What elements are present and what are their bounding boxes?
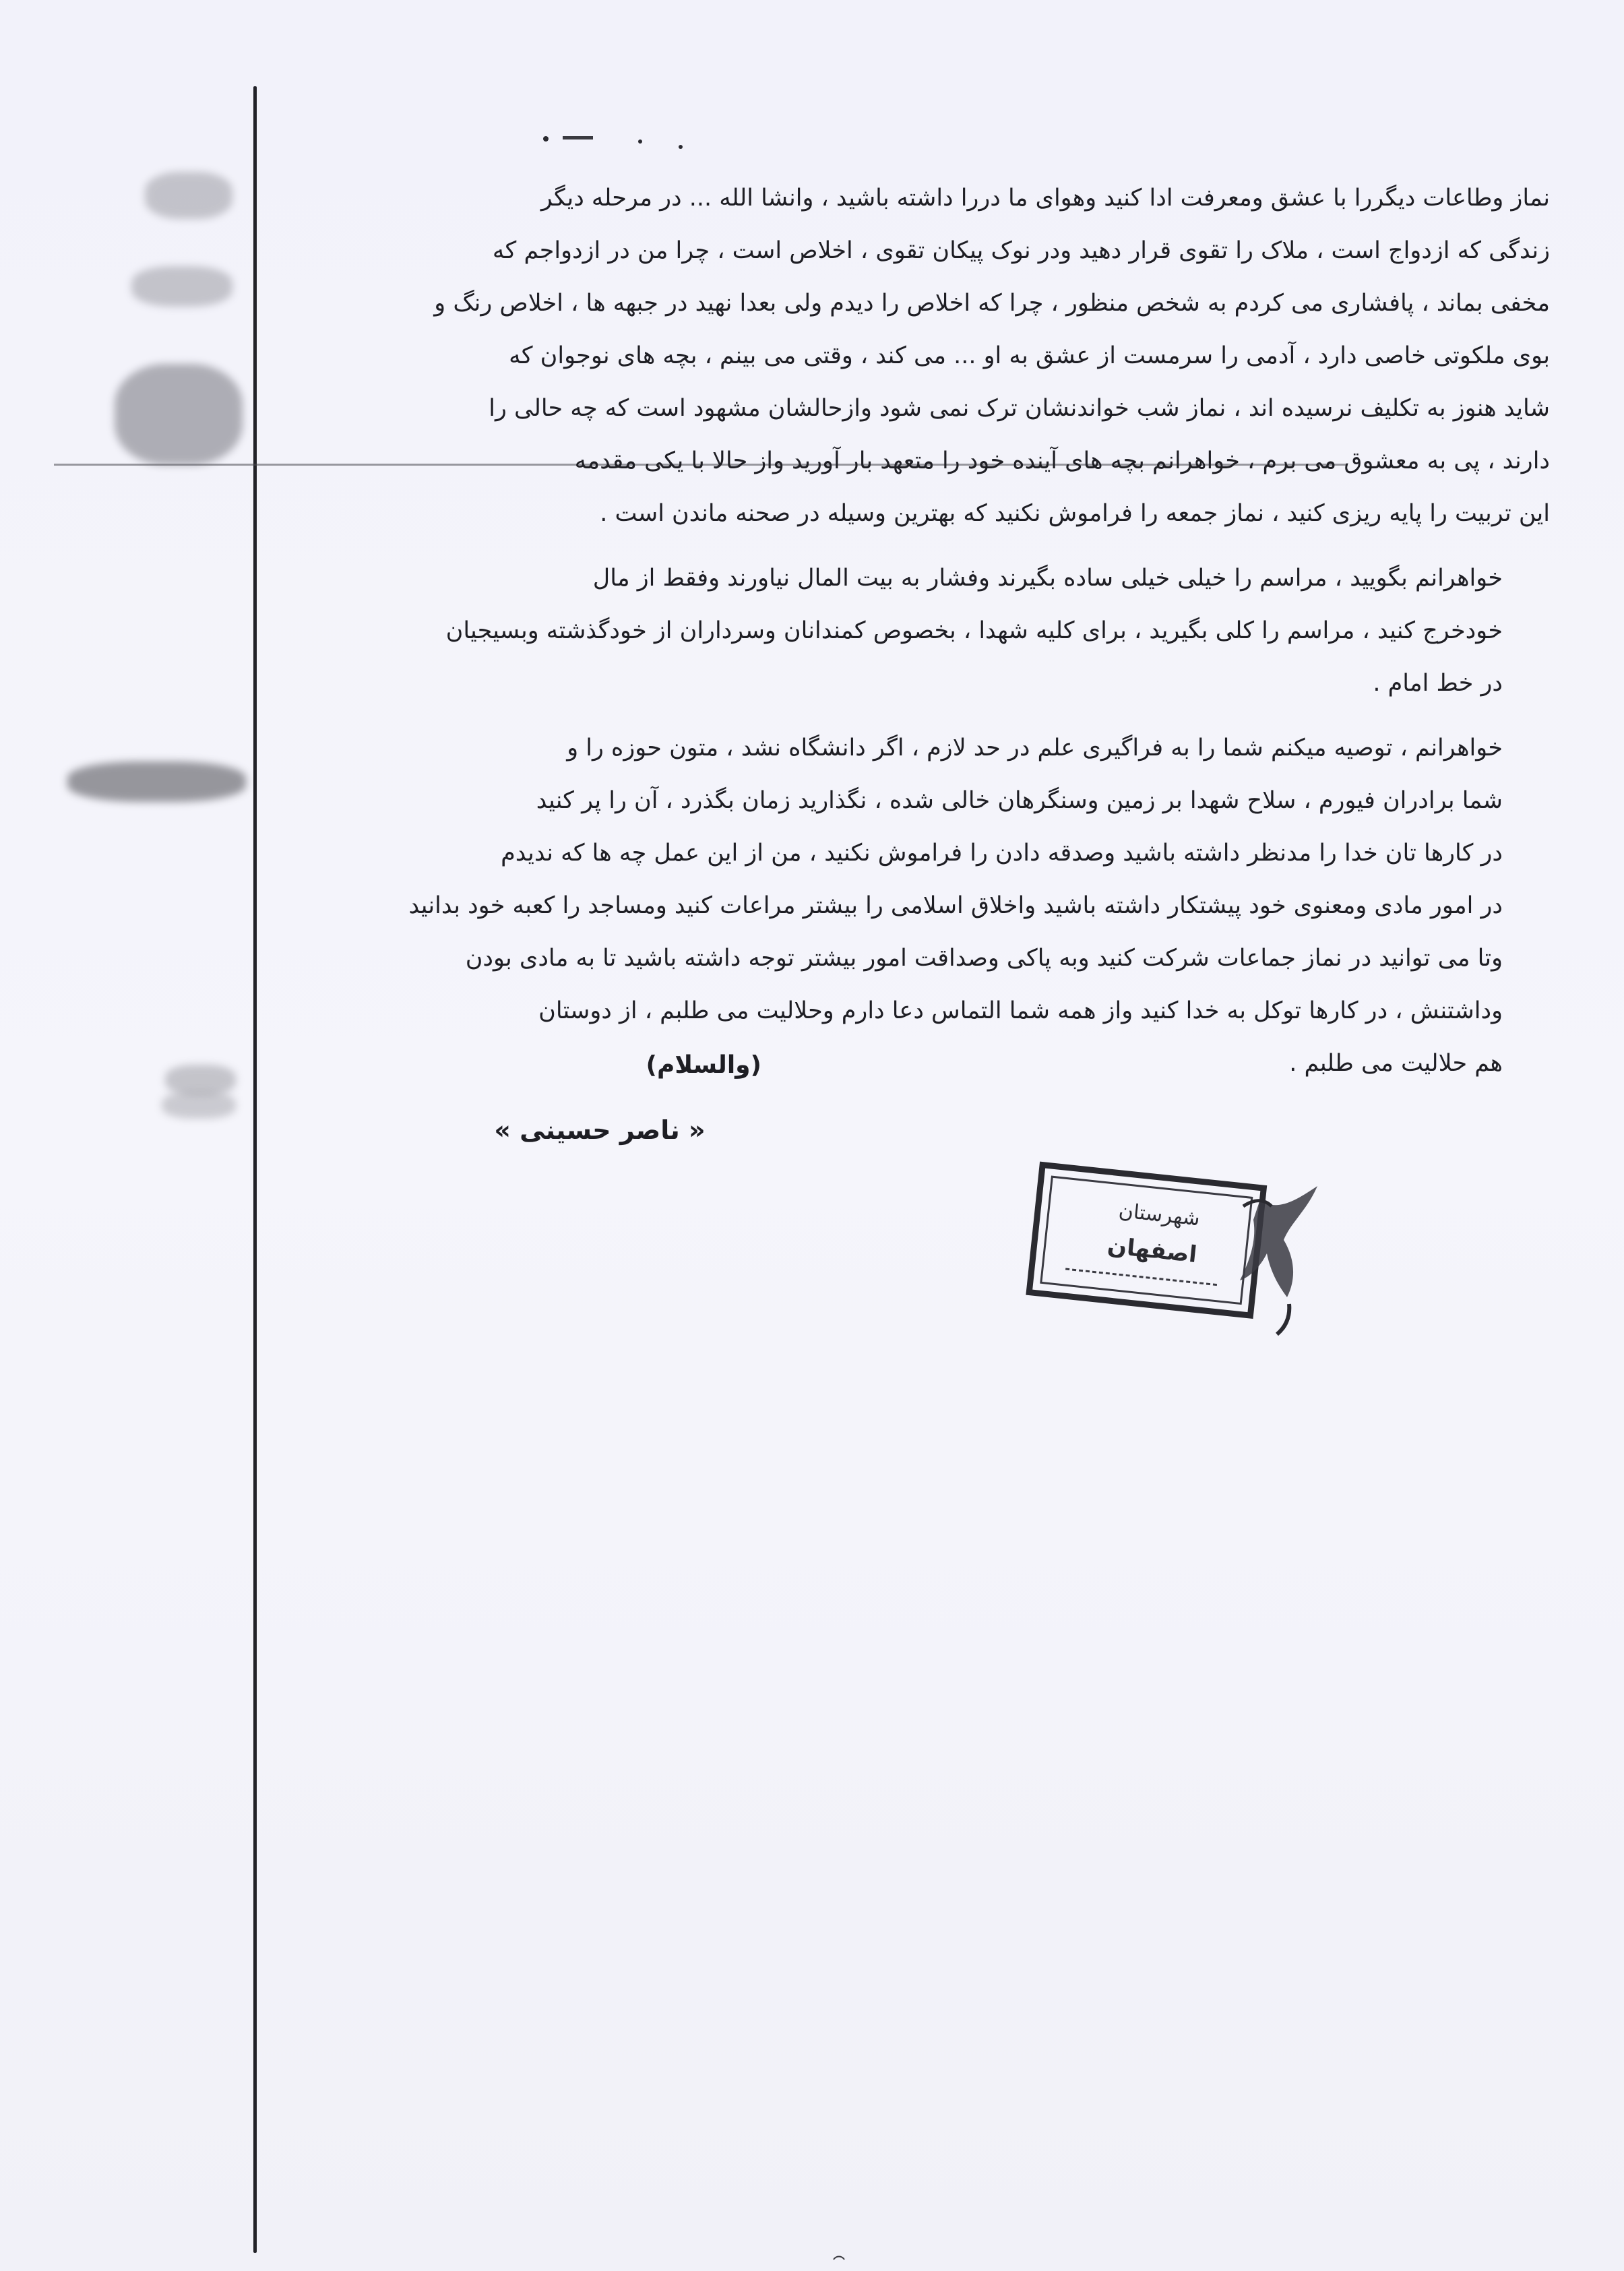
margin-smudge bbox=[67, 761, 246, 802]
text-line: وداشتنش ، در کارها توکل به خدا کنید واز همه شما التماس دعا دارم وحلالیت می طلبم ، از دوستان bbox=[538, 997, 1503, 1024]
text-line: زندگی که ازدواج است ، ملاک را تقوی قرار دهید ودر نوک پیکان تقوی ، اخلاص است ، چرا من در ازدواجم که bbox=[492, 237, 1550, 264]
margin-smudge bbox=[145, 172, 232, 219]
closing-salutation: (والسلام) bbox=[646, 1051, 761, 1079]
paragraph-2 bbox=[357, 552, 1550, 710]
official-stamp bbox=[1021, 1159, 1331, 1341]
text-line: در کارها تان خدا را مدنظر داشته باشید وصدقه دادن را فراموش نکنید ، من از این عمل چه ها که ندیدم bbox=[501, 840, 1503, 867]
signature: « ناصر حسینی » bbox=[494, 1115, 706, 1145]
text-line: نماز وطاعات دیگررا با عشق ومعرفت ادا کنید وهوای ما دررا داشته باشید ، وانشا الله ... در مرحله دیگر bbox=[540, 185, 1550, 212]
stamp-line-1: شهرستان bbox=[1117, 1198, 1201, 1231]
page-mark bbox=[832, 2254, 846, 2261]
text-line: خواهرانم ، توصیه میکنم شما را به فراگیری علم در حد لازم ، اگر دانشگاه نشد ، متون حوزه را و bbox=[567, 735, 1503, 761]
text-line: شاید هنوز به تکلیف نرسیده اند ، نماز شب خواندنشان ترک نمی شود وازحالشان مشهود است که چه حالی را bbox=[489, 395, 1550, 422]
margin-smudge bbox=[165, 1065, 236, 1095]
text-line: وتا می توانید در نماز جماعات شرکت کنید وبه پاکی وصداقت امور بیشتر توجه داشته باشید تا به مادی بودن bbox=[465, 945, 1503, 972]
paragraph-3 bbox=[357, 722, 1550, 1090]
paragraph-1 bbox=[357, 172, 1550, 540]
margin-smudge bbox=[162, 1092, 236, 1119]
text-line: بوی ملکوتی خاصی دارد ، آدمی را سرمست از عشق به او ... می کند ، وقتی می بینم ، بچه های نوجوان که bbox=[509, 342, 1550, 369]
text-line: هم حلالیت می طلبم . bbox=[1289, 1050, 1503, 1077]
text-line: شما برادران فیورم ، سلاح شهدا بر زمین وسنگرهان خالی شده ، نگذارید زمان بگذرد ، آن را پر کنید bbox=[536, 787, 1503, 814]
text-line: مخفی بماند ، پافشاری می کردم به شخص منظور ، چرا که اخلاص را دیدم ولی بعدا نهید در جبهه ها ، اخلاص رنگ و bbox=[434, 290, 1550, 317]
text-line: در امور مادی ومعنوی خود پیشتکار داشته باشید واخلاق اسلامی را بیشتر مراعات کنید ومساجد را کعبه خود بدانید bbox=[408, 892, 1503, 919]
text-line: در خط امام . bbox=[1373, 670, 1503, 697]
text-line: این تربیت را پایه ریزی کنید ، نماز جمعه را فراموش نکنید که بهترین وسیله در صحنه ماندن است . bbox=[600, 500, 1550, 527]
letter-body bbox=[357, 172, 1550, 1090]
text-line: خواهرانم بگویید ، مراسم را خیلی خیلی ساده بگیرند وفشار به بیت المال نیاورند وفقط از مال bbox=[592, 565, 1503, 592]
text-line: خودخرج کنید ، مراسم را کلی بگیرید ، برای کلیه شهدا ، بخصوص کمندانان وسرداران از خودگذشته وبسیجیان bbox=[445, 617, 1503, 644]
stamp-line-2: اصفهان bbox=[1106, 1232, 1199, 1269]
header-dots bbox=[536, 127, 691, 154]
margin-smudge bbox=[131, 266, 232, 307]
text-line: دارند ، پی به معشوق می برم ، خواهرانم بچه های آینده خود را متعهد بار آورید واز حالا با یکی مقدمه bbox=[574, 447, 1550, 474]
margin-rule bbox=[253, 86, 257, 2253]
margin-smudge bbox=[115, 364, 243, 465]
